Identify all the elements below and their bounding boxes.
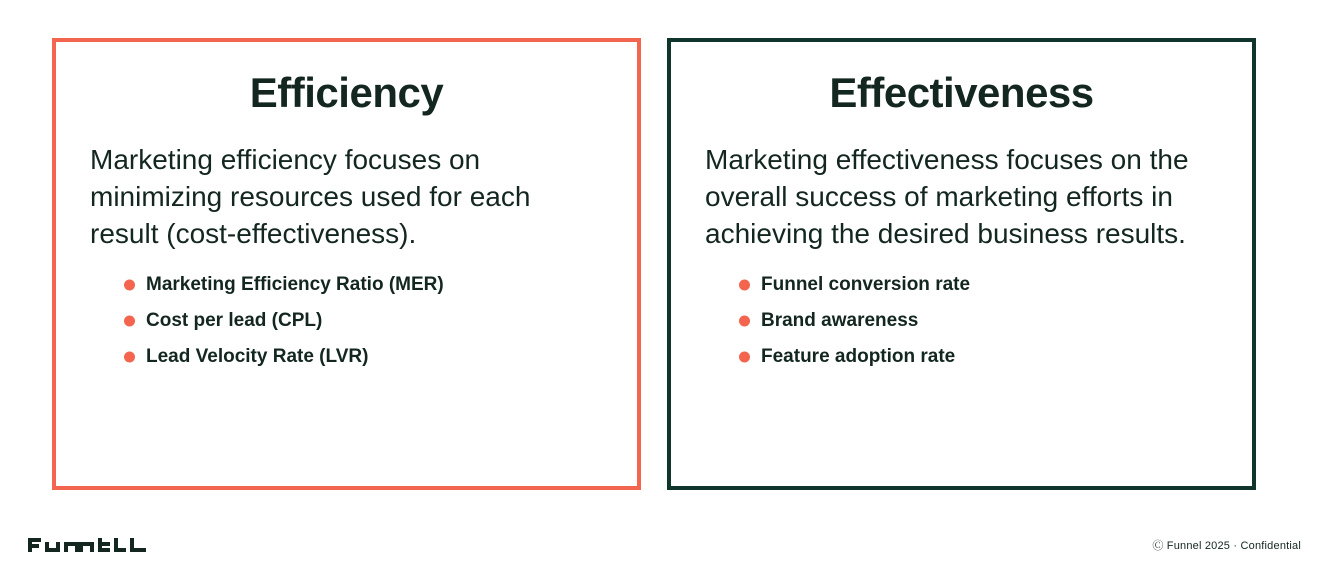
list-item-label: Cost per lead (CPL) [146, 310, 323, 332]
list-item-label: Marketing Efficiency Ratio (MER) [146, 274, 444, 296]
card-list-effectiveness [705, 267, 1218, 375]
card-efficiency [52, 38, 641, 490]
card-list-efficiency [90, 267, 603, 375]
confidential-note: Ⓒ Funnel 2025 · Confidential [1152, 540, 1301, 552]
comparison-cards [52, 38, 1256, 490]
bullet-icon [739, 316, 750, 327]
list-item [739, 303, 1218, 339]
bullet-icon [124, 280, 135, 291]
bullet-icon [124, 316, 135, 327]
list-item-label: Lead Velocity Rate (LVR) [146, 346, 369, 368]
list-item [124, 339, 603, 375]
list-item [739, 267, 1218, 303]
card-title-efficiency: Efficiency [249, 69, 444, 116]
bullet-icon [124, 352, 135, 363]
list-item [124, 267, 603, 303]
list-item [124, 303, 603, 339]
card-title-effectiveness: Effectiveness [829, 69, 1094, 116]
card-effectiveness [667, 38, 1256, 490]
bullet-icon [739, 352, 750, 363]
list-item-label: Brand awareness [761, 310, 919, 332]
bullet-icon [739, 280, 750, 291]
card-body-effectiveness: Marketing effectiveness focuses on the overall success of marketing efforts in achieving the desired business results. [705, 144, 1189, 250]
list-item-label: Feature adoption rate [761, 346, 956, 368]
card-body-efficiency: Marketing efficiency focuses on minimizing resources used for each result (cost-effectiveness). [90, 144, 531, 250]
list-item [739, 339, 1218, 375]
list-item-label: Funnel conversion rate [761, 274, 971, 296]
funnel-logo-icon [28, 537, 146, 555]
